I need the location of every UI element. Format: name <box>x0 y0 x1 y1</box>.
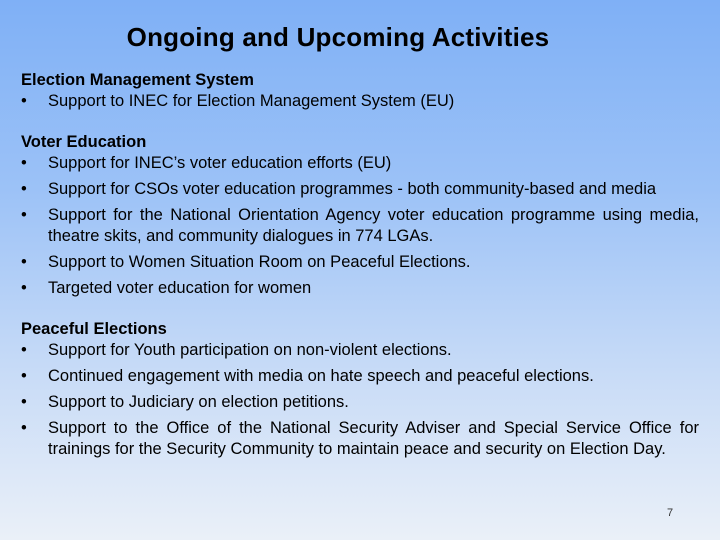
list-item-text: Support for CSOs voter education programmes - both community-based and media <box>48 180 657 198</box>
section-peaceful-elections <box>21 318 699 460</box>
list-item-text: Support for the National Orientation Agency voter education programme using media, theatre skits, and community dialogues in 774 LGAs. <box>48 206 699 245</box>
list-item <box>21 179 699 200</box>
list-item <box>21 340 699 361</box>
list-item-text: Support to Women Situation Room on Peaceful Elections. <box>48 253 471 271</box>
slide-content <box>21 69 699 460</box>
bullet-icon: • <box>21 206 27 224</box>
list-item <box>21 366 699 387</box>
section-election-management <box>21 69 699 112</box>
section-voter-education <box>21 131 699 299</box>
list-item-text: Support to the Office of the National Security Adviser and Special Service Office for trainings for the Security Community to maintain peace and security on Election Day. <box>48 419 699 458</box>
slide-title: Ongoing and Upcoming Activities <box>126 22 550 52</box>
list-item <box>21 392 699 413</box>
page-number: 7 <box>667 507 674 519</box>
list-item-text: Support for INEC’s voter education efforts (EU) <box>48 154 392 172</box>
list-item <box>21 91 699 112</box>
list-item-text: Support to INEC for Election Management System (EU) <box>48 92 455 110</box>
section-heading: Peaceful Elections <box>21 320 167 338</box>
bullet-list <box>21 153 699 299</box>
bullet-list <box>21 340 699 460</box>
list-item <box>21 278 699 299</box>
bullet-icon: • <box>21 419 27 437</box>
bullet-list <box>21 91 699 112</box>
list-item <box>21 205 699 247</box>
bullet-icon: • <box>21 341 27 359</box>
list-item <box>21 153 699 174</box>
bullet-icon: • <box>21 367 27 385</box>
bullet-icon: • <box>21 92 27 110</box>
list-item-text: Support for Youth participation on non-violent elections. <box>48 341 452 359</box>
list-item-text: Targeted voter education for women <box>48 279 312 297</box>
list-item-text: Continued engagement with media on hate speech and peaceful elections. <box>48 367 594 385</box>
bullet-icon: • <box>21 154 27 172</box>
bullet-icon: • <box>21 253 27 271</box>
bullet-icon: • <box>21 180 27 198</box>
list-item-text: Support to Judiciary on election petitions. <box>48 393 349 411</box>
bullet-icon: • <box>21 393 27 411</box>
list-item <box>21 252 699 273</box>
list-item <box>21 418 699 460</box>
bullet-icon: • <box>21 279 27 297</box>
section-heading: Voter Education <box>21 133 147 151</box>
section-heading: Election Management System <box>21 71 254 89</box>
